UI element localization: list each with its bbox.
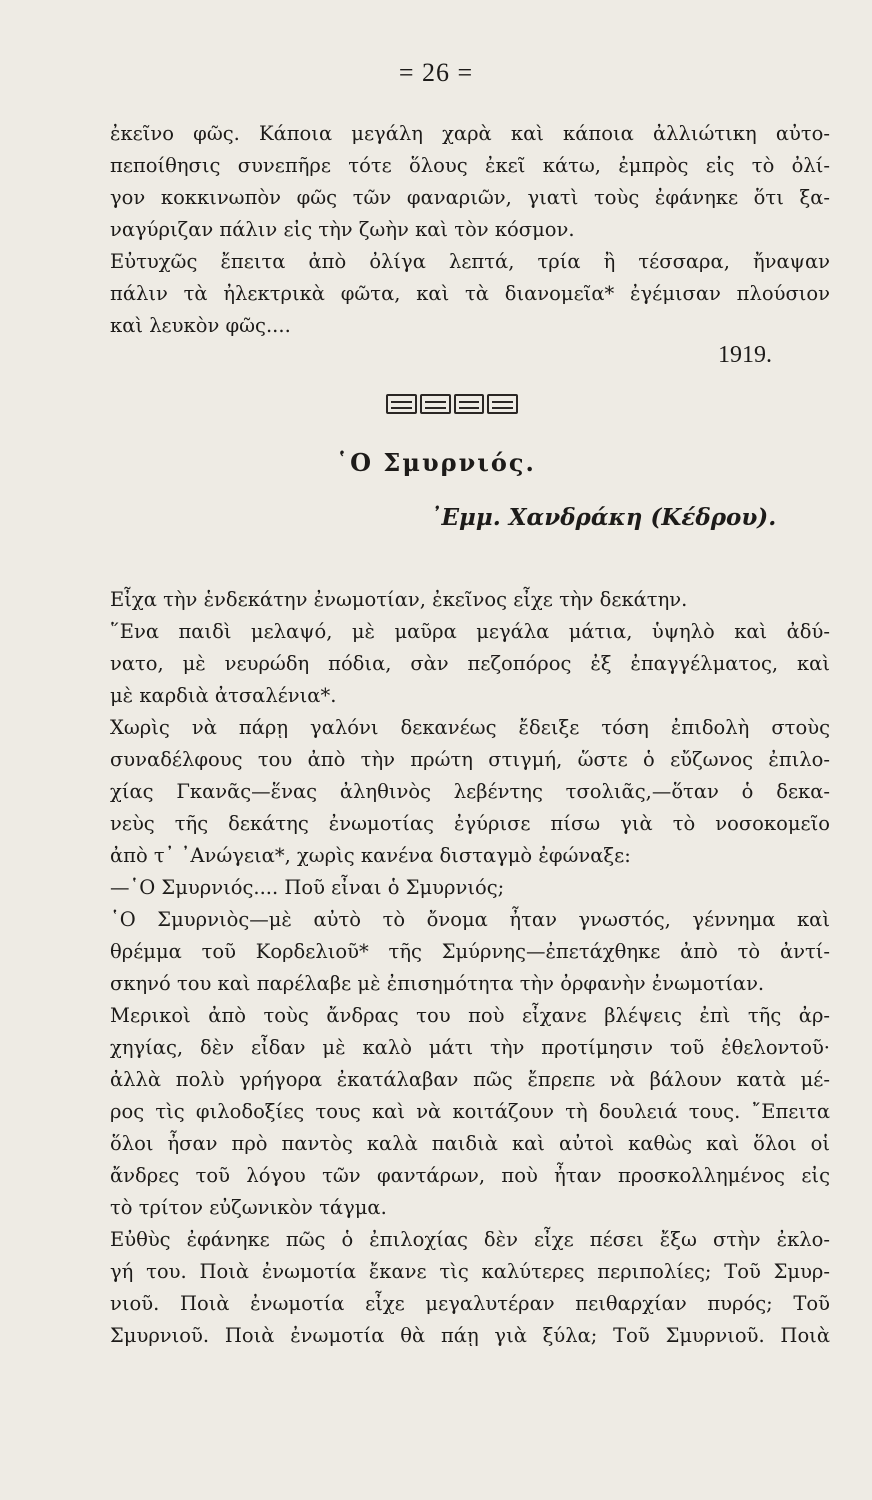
story-body bbox=[110, 584, 830, 1352]
text-line: γή του. Ποιὰ ἐνωμοτία ἔκανε τὶς καλύτερες περιπολίες; Τοῦ Σμυρ- bbox=[110, 1260, 830, 1283]
text-line: ἀπὸ τ᾿ ᾿Ανώγεια*, χωρὶς κανένα δισταγμὸ ἐφώναξε: bbox=[110, 844, 631, 867]
text-line: νατο, μὲ νευρώδη πόδια, σὰν πεζοπόρος ἐξ ἐπαγγέλματος, καὶ bbox=[110, 652, 830, 675]
text-line: νεὺς τῆς δεκάτης ἐνωμοτίας ἐγύρισε πίσω γιὰ τὸ νοσοκομεῖο bbox=[110, 812, 830, 835]
text-line: Εὐθὺς ἐφάνηκε πῶς ὁ ἐπιλοχίας δὲν εἶχε πέσει ἔξω στὴν ἐκλο- bbox=[110, 1228, 830, 1251]
author-byline: ᾿Εμμ. Χανδράκη (Κέδρου). bbox=[430, 504, 777, 531]
text-line: ῾Ο Σμυρνιὸς—μὲ αὐτὸ τὸ ὄνομα ἦταν γνωστός, γέννημα καὶ bbox=[110, 908, 830, 931]
intro-paragraphs bbox=[110, 118, 830, 342]
text-line: χίας Γκανᾶς—ἕνας ἀληθινὸς λεβέντης τσολιᾶς,—ὅταν ὁ δεκα- bbox=[110, 780, 830, 803]
text-line: θρέμμα τοῦ Κορδελιοῦ* τῆς Σμύρνης—ἐπετάχθηκε ἀπὸ τὸ ἀντί- bbox=[110, 940, 830, 963]
story-title: ῾Ο Σμυρνιός. bbox=[336, 448, 536, 477]
text-line: Σμυρνιοῦ. Ποιὰ ἐνωμοτία θὰ πάῃ γιὰ ξύλα; Τοῦ Σμυρνιοῦ. Ποιὰ bbox=[110, 1324, 830, 1347]
text-line: μὲ καρδιὰ ἀτσαλένια*. bbox=[110, 684, 337, 707]
text-line: Χωρὶς νὰ πάρῃ γαλόνι δεκανέως ἔδειξε τόση ἐπιδολὴ στοὺς bbox=[110, 716, 830, 739]
text-line: ναγύριζαν πάλιν εἰς τὴν ζωὴν καὶ τὸν κόσμον. bbox=[110, 218, 575, 241]
text-line: συναδέλφους του ἀπὸ τὴν πρώτη στιγμή, ὥστε ὁ εὔζωνος ἐπιλο- bbox=[110, 748, 830, 771]
page-number: = 26 = bbox=[398, 58, 474, 87]
text-line: ἐκεῖνο φῶς. Κάποια μεγάλη χαρὰ καὶ κάποια ἀλλιώτικη αὐτο- bbox=[110, 122, 830, 145]
text-line: Μερικοὶ ἀπὸ τοὺς ἄνδρας του ποὺ εἶχανε βλέψεις ἐπὶ τῆς ἀρ- bbox=[110, 1004, 830, 1027]
section-divider-ornament bbox=[386, 394, 518, 414]
text-line: ρος τὶς φιλοδοξίες τους καὶ νὰ κοιτάζουν τὴ δουλειά τους. ῎Επειτα bbox=[110, 1100, 830, 1123]
text-line: ὅλοι ἦσαν πρὸ παντὸς καλὰ παιδιὰ καὶ αὐτοὶ καθὼς καὶ ὅλοι οἱ bbox=[110, 1132, 830, 1155]
text-line: νιοῦ. Ποιὰ ἐνωμοτία εἶχε μεγαλυτέραν πειθαρχίαν πυρός; Τοῦ bbox=[110, 1292, 830, 1315]
text-line: ἀλλὰ πολὺ γρήγορα ἐκατάλαβαν πῶς ἔπρεπε νὰ βάλουν κατὰ μέ- bbox=[110, 1068, 830, 1091]
text-line: χηγίας, δὲν εἶδαν μὲ καλὸ μάτι τὴν προτίμησιν τοῦ ἐθελοντοῦ· bbox=[110, 1036, 830, 1059]
text-line: γον κοκκινωπὸν φῶς τῶν φαναριῶν, γιατὶ τοὺς ἐφάνηκε ὅτι ξα- bbox=[110, 186, 830, 209]
text-line: ἄνδρες τοῦ λόγου τῶν φαντάρων, ποὺ ἦταν προσκολλημένος εἰς bbox=[110, 1164, 830, 1187]
text-line: πεποίθησις συνεπῆρε τότε ὅλους ἐκεῖ κάτω, ἐμπρὸς εἰς τὸ ὀλί- bbox=[110, 154, 830, 177]
text-line: καὶ λευκὸν φῶς.... bbox=[110, 314, 291, 337]
text-line: ῞Ενα παιδὶ μελαψό, μὲ μαῦρα μεγάλα μάτια, ὑψηλὸ καὶ ἀδύ- bbox=[110, 620, 830, 643]
text-line: σκηνό του καὶ παρέλαβε μὲ ἐπισημότητα τὴν ὀρφανὴν ἐνωμοτίαν. bbox=[110, 972, 765, 995]
text-line: Εἶχα τὴν ἑνδεκάτην ἐνωμοτίαν, ἐκεῖνος εἶχε τὴν δεκάτην. bbox=[110, 588, 688, 611]
text-line: πάλιν τὰ ἠλεκτρικὰ φῶτα, καὶ τὰ διανομεῖα* ἐγέμισαν πλούσιον bbox=[110, 282, 830, 305]
year-signature: 1919. bbox=[718, 342, 772, 368]
text-line: τὸ τρίτον εὐζωνικὸν τάγμα. bbox=[110, 1196, 387, 1219]
text-line: Εὐτυχῶς ἔπειτα ἀπὸ ὀλίγα λεπτά, τρία ἢ τέσσαρα, ἤναψαν bbox=[110, 250, 830, 273]
text-line: —῾Ο Σμυρνιός.... Ποῦ εἶναι ὁ Σμυρνιός; bbox=[110, 876, 505, 899]
